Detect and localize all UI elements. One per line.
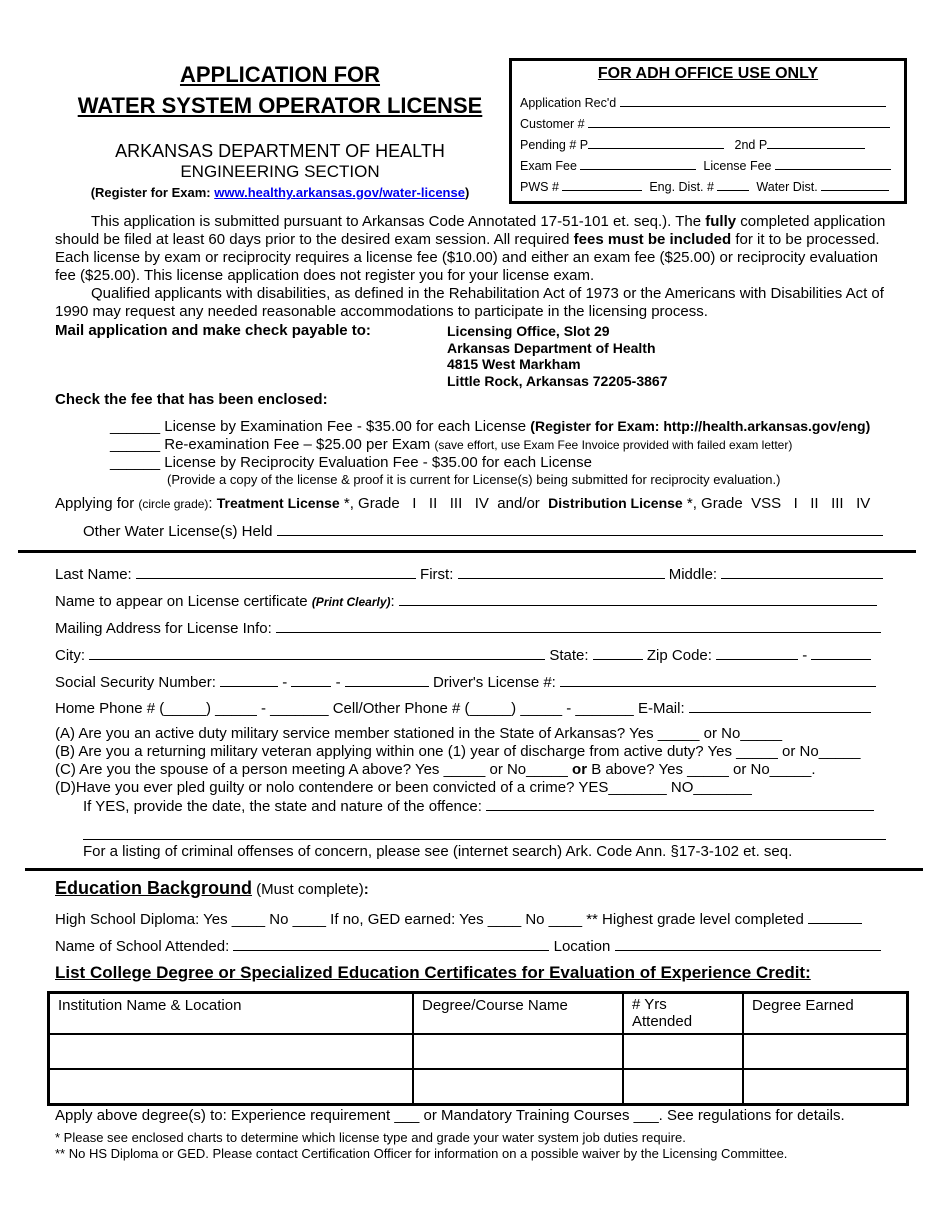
table-cell[interactable] (49, 1034, 414, 1069)
department-name: ARKANSAS DEPARTMENT OF HEALTH (115, 141, 445, 161)
college-heading: List College Degree or Specialized Education Certificates for Evaluation of Experience Credit: (55, 963, 811, 982)
table-cell[interactable] (623, 1069, 743, 1104)
office-row-fees: Exam Fee License Fee (520, 156, 891, 173)
table-cell[interactable] (413, 1034, 623, 1069)
school-location-row[interactable]: Name of School Attended: Location (55, 937, 881, 955)
section-divider-1 (18, 550, 916, 553)
fee-exam-option[interactable]: ______ License by Examination Fee - $35.00 for each License (Register for Exam: http://health.arkansas.gov/eng) (110, 418, 871, 435)
column-header-institution: Institution Name & Location (49, 993, 414, 1035)
register-link[interactable]: www.healthy.arkansas.gov/water-license (214, 185, 465, 200)
question-d[interactable]: (D)Have you ever pled guilty or nolo contendere or been convicted of a crime? YES_______ NO_______ (55, 779, 752, 796)
column-header-years: # Yrs Attended (623, 993, 743, 1035)
disability-paragraph: Qualified applicants with disabilities, as defined in the Rehabilitation Act of 1973 or the Americans with Disabilities Act of 1990 may request any needed reasonable accommodations to participate in the licensing process. (55, 285, 884, 320)
form-title-line2: WATER SYSTEM OPERATOR LICENSE (77, 93, 483, 118)
register-note: (Register for Exam: www.healthy.arkansas.gov/water-license) (90, 185, 470, 200)
applying-for-line[interactable]: Applying for (circle grade): Treatment License *, Grade I II III IV and/or Distribution License *, Grade VSS I II III IV (55, 495, 871, 512)
office-row-pending: Pending # P 2nd P (520, 135, 865, 152)
high-school-row[interactable]: High School Diploma: Yes ____ No ____ If no, GED earned: Yes ____ No ____ ** Highest grade level completed (55, 910, 862, 928)
question-a[interactable]: (A) Are you an active duty military service member stationed in the State of Arkansas? Yes _____ or No_____ (55, 725, 783, 742)
office-use-title: FOR ADH OFFICE USE ONLY (597, 65, 819, 82)
table-row[interactable] (49, 1034, 908, 1069)
table-cell[interactable] (413, 1069, 623, 1104)
criminal-offenses-note: For a listing of criminal offenses of concern, please see (internet search) Ark. Code Ann. §17-3-102 et. seq. (83, 843, 793, 860)
mailing-address: Licensing Office, Slot 29 Arkansas Department of Health 4815 West Markham Little Rock, Arkansas 72205-3867 (447, 323, 668, 389)
offence-field[interactable]: If YES, provide the date, the state and nature of the offence: (83, 797, 874, 815)
footnote-diploma: ** No HS Diploma or GED. Please contact Certification Officer for information on a possible waiver by the Licensing Committee. (55, 1146, 788, 1161)
mail-label: Mail application and make check payable to: (55, 322, 371, 339)
intro-paragraph: This application is submitted pursuant to Arkansas Code Annotated 17-51-101 et. seq.). The fully completed application should be filed at least 60 days prior to the desired exam session. All required fees must be included for it to be processed. Each license by exam or reciprocity requires a license fee ($10.00) and either an exam fee ($25.00) or reciprocity evaluation fee ($25.00). This license application does not register you for your license exam. (55, 213, 886, 284)
offence-field-line2[interactable] (83, 826, 886, 840)
form-title-line1: APPLICATION FOR (179, 62, 381, 87)
mailing-address-field[interactable]: Mailing Address for License Info: (55, 619, 881, 637)
section-name: ENGINEERING SECTION (180, 162, 380, 181)
other-license-field[interactable]: Other Water License(s) Held (83, 522, 883, 540)
office-use-box (509, 58, 907, 204)
fee-reexam-option[interactable]: ______ Re-examination Fee – $25.00 per Exam (save effort, use Exam Fee Invoice provided with failed exam letter) (110, 436, 793, 453)
section-divider-2 (25, 868, 923, 871)
education-heading: Education Background (Must complete): (55, 878, 369, 898)
column-header-degree-earned: Degree Earned (743, 993, 908, 1035)
city-state-zip-row[interactable]: City: State: Zip Code: - (55, 646, 871, 664)
fee-heading: Check the fee that has been enclosed: (55, 391, 328, 408)
certificate-name-field[interactable]: Name to appear on License certificate (Print Clearly): (55, 592, 877, 610)
question-b[interactable]: (B) Are you a returning military veteran applying within one (1) year of discharge from active duty? Yes _____ or No_____ (55, 743, 861, 760)
table-cell[interactable] (49, 1069, 414, 1104)
phone-email-row[interactable]: Home Phone # (_____) _____ - _______ Cell/Other Phone # (_____) _____ - _______ E-Mail: (55, 699, 871, 717)
column-header-degree-course: Degree/Course Name (413, 993, 623, 1035)
education-table (47, 991, 909, 1106)
footnote-license-type: * Please see enclosed charts to determine which license type and grade your water system job duties require. (55, 1130, 686, 1145)
table-row[interactable] (49, 1069, 908, 1104)
fee-reciprocity-option[interactable]: ______ License by Reciprocity Evaluation Fee - $35.00 for each License (110, 454, 592, 471)
name-row[interactable]: Last Name: First: Middle: (55, 565, 883, 583)
office-row-pws: PWS # Eng. Dist. # Water Dist. (520, 177, 889, 194)
question-c[interactable]: (C) Are you the spouse of a person meeting A above? Yes _____ or No_____ or B above? Yes _____ or No_____. (55, 761, 816, 778)
apply-degree-line[interactable]: Apply above degree(s) to: Experience requirement ___ or Mandatory Training Courses ___. See regulations for details. (55, 1107, 845, 1124)
office-row-customer: Customer # (520, 114, 890, 131)
office-row-application: Application Rec'd (520, 93, 886, 110)
table-cell[interactable] (743, 1034, 908, 1069)
fee-reciprocity-note: (Provide a copy of the license & proof it is current for License(s) being submitted for reciprocity evaluation.) (167, 472, 781, 487)
table-header-row (49, 993, 908, 1035)
table-cell[interactable] (743, 1069, 908, 1104)
ssn-dl-row[interactable]: Social Security Number: - - Driver's License #: (55, 673, 876, 691)
table-cell[interactable] (623, 1034, 743, 1069)
